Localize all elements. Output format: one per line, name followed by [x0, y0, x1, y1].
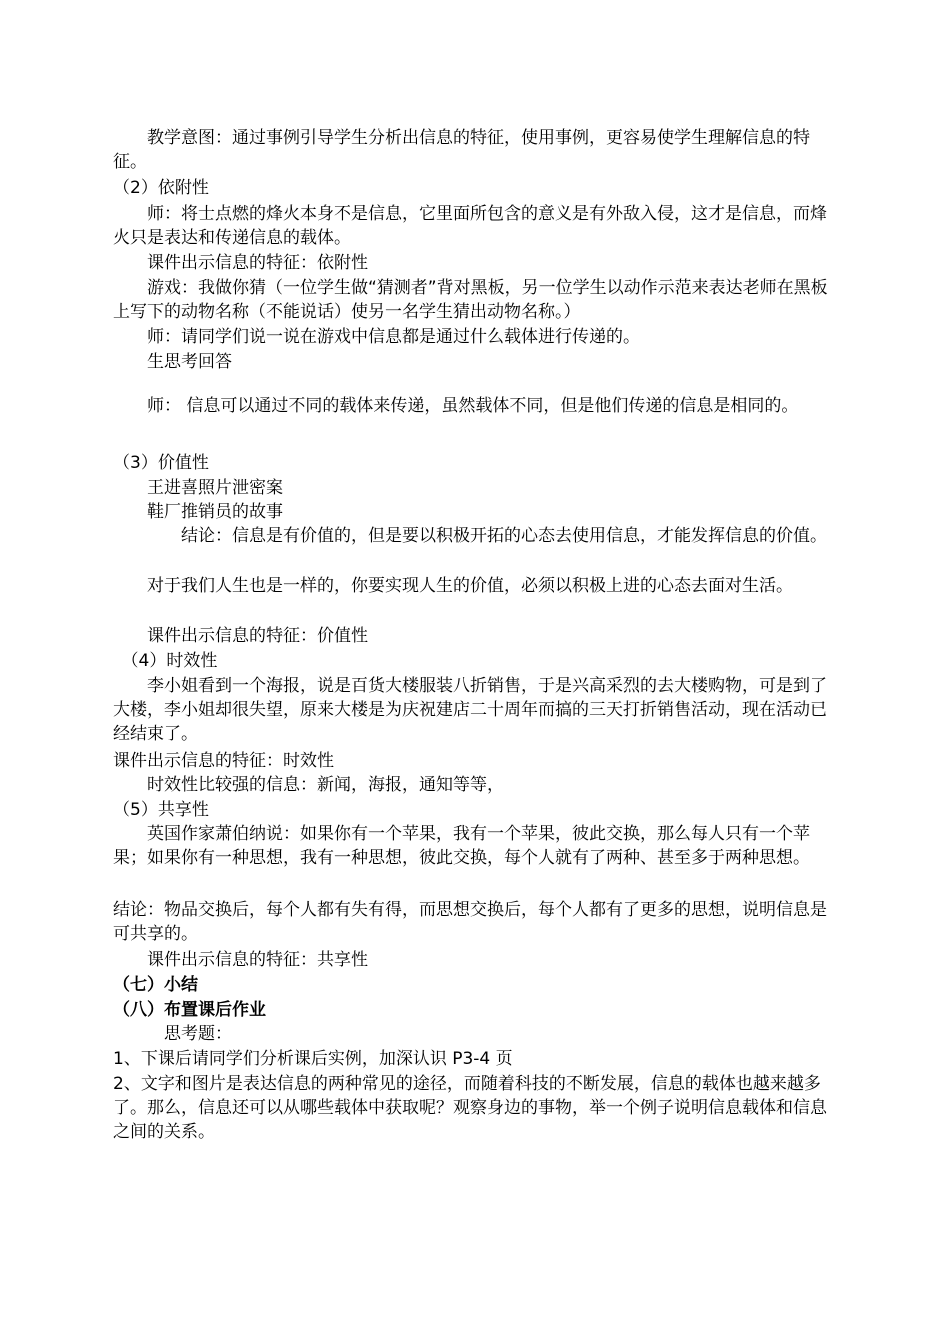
students-answer-line: 生思考回答	[113, 352, 232, 372]
heading-timeliness: （4）时效性	[113, 651, 218, 671]
courseware-dependency-line: 课件出示信息的特征：依附性	[113, 253, 368, 273]
thinking-questions-label: 思考题：	[113, 1024, 232, 1044]
heading-summary: （七）小结	[113, 975, 198, 995]
homework-item-1: 1、下课后请同学们分析课后实例，加深认识 P3-4 页	[113, 1049, 513, 1069]
value-conclusion-paragraph: 结论：信息是有价值的，但是要以积极开拓的心态去使用信息，才能发挥信息的价值。	[113, 526, 827, 546]
homework-item-2: 2、文字和图片是表达信息的两种常见的途径，而随着科技的不断发展，信息的载体也越来越多了。那么，信息还可以从哪些载体中获取呢？观察身边的事物，举一个例子说明信息载体和信息之间的关系。	[113, 1074, 827, 1142]
heading-sharing: （5）共享性	[113, 800, 209, 820]
heading-homework: （八）布置课后作业	[113, 1000, 266, 1020]
courseware-sharing-line: 课件出示信息的特征：共享性	[113, 950, 368, 970]
teacher-carrier-paragraph: 师： 信息可以通过不同的载体来传递，虽然载体不同，但是他们传递的信息是相同的。	[113, 396, 799, 416]
teacher-question-line: 师：请同学们说一说在游戏中信息都是通过什么载体进行传递的。	[113, 327, 640, 347]
life-value-paragraph: 对于我们人生也是一样的，你要实现人生的价值，必须以积极上进的心态去面对生活。	[113, 576, 793, 596]
teacher-beacon-paragraph: 师：将士点燃的烽火本身不是信息，它里面所包含的意义是有外敌入侵，这才是信息，而烽火只是表达和传递信息的载体。	[113, 204, 827, 248]
case-photo-leak-line: 王进喜照片泄密案	[113, 478, 283, 498]
teaching-intent-paragraph: 教学意图：通过事例引导学生分析出信息的特征，使用事例，更容易使学生理解信息的特征。	[113, 128, 810, 172]
game-paragraph: 游戏：我做你猜（一位学生做“猜测者”背对黑板，另一位学生以动作示范来表达老师在黑板上写下的动物名称（不能说话）使另一名学生猜出动物名称。）	[113, 278, 828, 322]
heading-dependency: （2）依附性	[113, 178, 209, 198]
courseware-value-line: 课件出示信息的特征：价值性	[113, 626, 368, 646]
courseware-timeliness-line: 课件出示信息的特征：时效性	[113, 751, 334, 771]
bernard-shaw-paragraph: 英国作家萧伯纳说：如果你有一个苹果，我有一个苹果，彼此交换，那么每人只有一个苹果；如果你有一种思想，我有一种思想，彼此交换，每个人就有了两种、甚至多于两种思想。	[113, 824, 810, 868]
case-shoe-salesman-line: 鞋厂推销员的故事	[113, 502, 283, 522]
heading-value: （3）价值性	[113, 453, 209, 473]
miss-li-story-paragraph: 李小姐看到一个海报，说是百货大楼服装八折销售，于是兴高采烈的去大楼购物，可是到了大楼，李小姐却很失望，原来大楼是为庆祝建店二十周年而搞的三天打折销售活动，现在活动已经结束了。	[113, 676, 827, 744]
timely-info-examples-line: 时效性比较强的信息：新闻，海报，通知等等，	[113, 775, 504, 795]
sharing-conclusion-paragraph: 结论：物品交换后，每个人都有失有得，而思想交换后，每个人都有了更多的思想，说明信息是可共享的。	[113, 900, 827, 944]
